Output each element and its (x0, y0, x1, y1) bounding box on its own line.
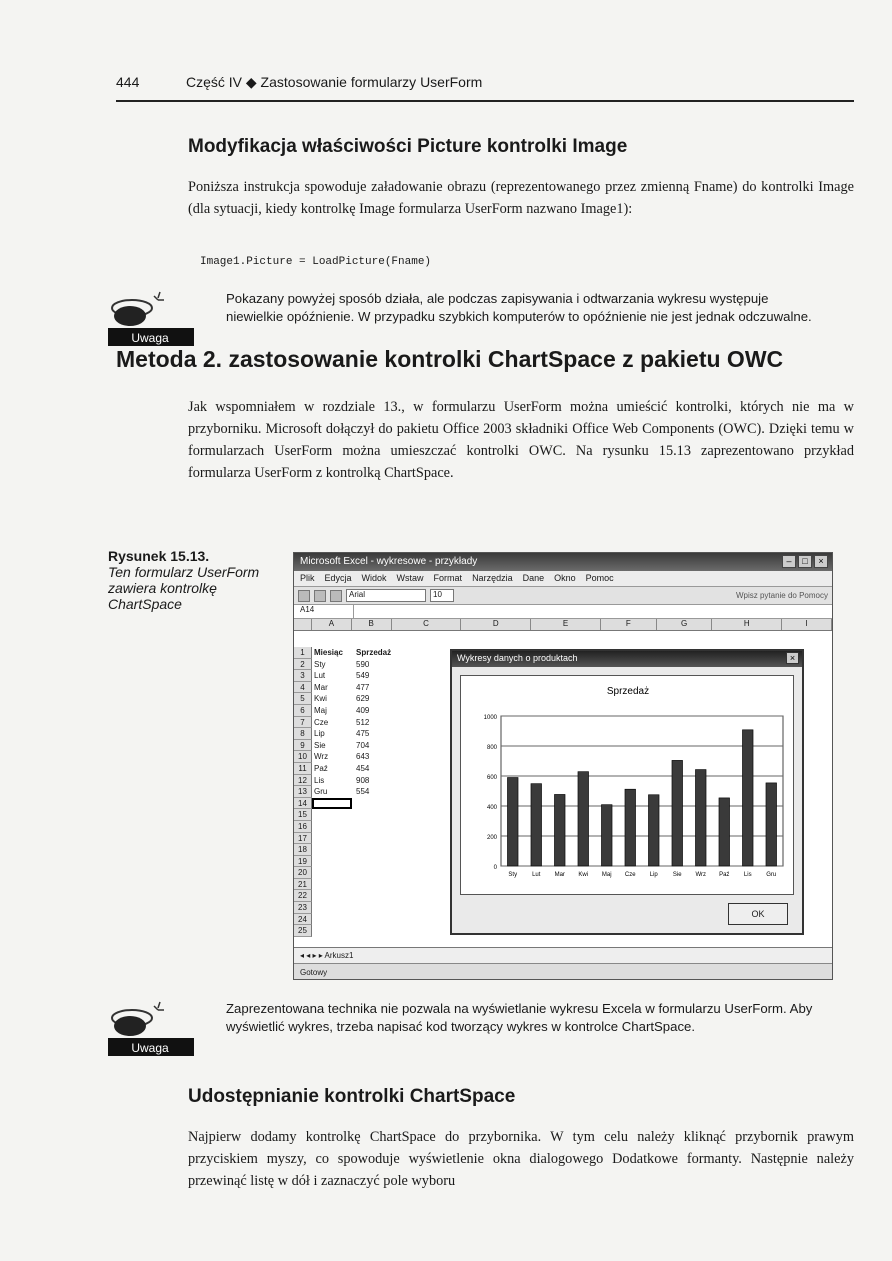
row-number: 19 (294, 856, 312, 868)
cell-a: Lip (314, 729, 325, 739)
x-tick-label: Gru (766, 872, 777, 878)
row-number: 25 (294, 925, 312, 937)
bar (766, 783, 777, 866)
column-header: D (461, 619, 531, 630)
excel-titlebar (294, 553, 832, 571)
x-tick-label: Lut (532, 872, 541, 878)
cell-a (312, 833, 352, 845)
excel-menubar (294, 571, 832, 587)
sheet-tab-arkusz1: Arkusz1 (324, 951, 354, 960)
row-number: 2 (294, 659, 312, 671)
cell-b (352, 844, 392, 856)
column-header: A (312, 619, 352, 630)
row-number: 15 (294, 809, 312, 821)
bar (672, 760, 683, 866)
userform-titlebar (452, 651, 802, 667)
row-number: 4 (294, 682, 312, 694)
cell-b: 590 (356, 659, 370, 669)
cell-b: 477 (356, 682, 370, 692)
menu-item-2: Widok (361, 573, 387, 583)
figure-label: Rysunek 15.13. (108, 548, 210, 564)
cell-a: Sie (314, 740, 326, 750)
row-number: 20 (294, 867, 312, 879)
open-icon (314, 590, 326, 602)
row-number: 16 (294, 821, 312, 833)
bar (695, 770, 706, 866)
cell-b: 409 (356, 705, 370, 715)
bar (531, 784, 542, 866)
menu-item-1: Edycja (324, 573, 352, 583)
x-tick-label: Paź (719, 872, 730, 878)
menu-item-4: Format (433, 573, 463, 583)
chart-title: Sprzedaż (606, 686, 650, 697)
menu-item-8: Pomoc (585, 573, 614, 583)
row-number: 5 (294, 693, 312, 705)
cell-b: 554 (356, 787, 370, 797)
menu-item-7: Okno (554, 573, 576, 583)
y-tick-label: 400 (486, 805, 497, 811)
x-tick-label: Sie (672, 872, 682, 878)
cell-b: 629 (356, 694, 370, 704)
excel-screenshot (293, 552, 833, 980)
cell-b: 512 (356, 717, 370, 727)
plot-area (501, 716, 783, 866)
row-number: 12 (294, 775, 312, 787)
bar (648, 795, 659, 866)
column-headers (294, 619, 832, 631)
cell-a: Mar (314, 682, 328, 692)
cell-b: Sprzedaż (356, 648, 392, 657)
y-tick-label: 600 (486, 775, 497, 781)
cell-b: 704 (356, 740, 370, 750)
userform-close-icon: × (786, 652, 799, 664)
x-tick-label: Cze (624, 872, 636, 878)
row-number: 14 (294, 798, 312, 810)
cell-a: Gru (314, 787, 328, 797)
section-heading-picture: Modyfikacja właściwości Picture kontrolki Image (188, 136, 628, 157)
cell-b: 643 (356, 752, 370, 762)
note-label: Uwaga (131, 331, 169, 345)
excel-toolbar (294, 587, 832, 605)
cell-b (352, 867, 392, 879)
x-tick-label: Sty (508, 872, 518, 878)
cell-b (352, 879, 392, 891)
paragraph-method2: Jak wspomniałem w rozdziale 13., w formularzu UserForm można umieścić kontrolki, których nie ma w przyborniku. Microsoft dołączył do pakietu Office 2003 składniki Office Web Components (OWC). Dzięki temu w formularzach UserForm można umieszczać kontrolki OWC. Na rysunku 15.13 zaprezentowano przykład formularza UserForm z kontrolką ChartSpace. (188, 399, 854, 481)
row-number: 21 (294, 879, 312, 891)
cell-b (352, 902, 392, 914)
row-number: 23 (294, 902, 312, 914)
cell-b: 549 (356, 671, 370, 681)
row-number: 8 (294, 728, 312, 740)
cell-b (352, 833, 392, 845)
cell-a: Lis (314, 775, 325, 785)
x-tick-label: Lip (649, 872, 658, 878)
userform-dialog (450, 649, 804, 935)
note-icon (104, 286, 196, 354)
cell-b (352, 798, 392, 810)
bar (578, 772, 589, 866)
menu-item-0: Plik (300, 573, 315, 583)
row-number: 3 (294, 670, 312, 682)
cell-a (312, 902, 352, 914)
note-icon-2 (104, 996, 196, 1064)
cell-a: Cze (314, 717, 329, 727)
font-size-box: 10 (430, 589, 454, 602)
cell-a (312, 879, 352, 891)
status-text: Gotowy (300, 968, 328, 977)
menu-item-5: Narzędzia (472, 573, 513, 583)
row-number: 18 (294, 844, 312, 856)
cell-a: Paź (314, 763, 328, 773)
cell-b: 454 (356, 763, 370, 773)
bar (601, 805, 612, 866)
row-number: 11 (294, 763, 312, 775)
note-label-2: Uwaga (131, 1041, 169, 1055)
sheet-tabs (294, 947, 833, 963)
paragraph-enable: Najpierw dodamy kontrolkę ChartSpace do przybornika. W tym celu należy kliknąć przybornik prawym przyciskiem myszy, co spowoduje wyświetlenie okna dialogowego Dodatkowe formanty. Następnie należy przewinąć listę w dół i zaznaczyć pole wyboru (188, 1129, 854, 1189)
y-tick-label: 0 (493, 865, 497, 871)
corner-cell (294, 619, 312, 630)
cell-b (352, 890, 392, 902)
code-line: Image1.Picture = LoadPicture(Fname) (200, 256, 432, 268)
cell-a (312, 844, 352, 856)
menu-item-3: Wstaw (396, 573, 424, 583)
figure-caption-text: Ten formularz UserForm zawiera kontrolkę ChartSpace (108, 564, 260, 612)
font-box: Arial (346, 589, 426, 602)
cell-a: Wrz (314, 752, 329, 762)
section-heading-method2: Metoda 2. zastosowanie kontrolki ChartSpace z pakietu OWC (116, 346, 784, 372)
row-number: 10 (294, 751, 312, 763)
cell-a: Kwi (314, 694, 327, 704)
note-text-2: Zaprezentowana technika nie pozwala na wyświetlanie wykresu Excela w formularzu UserForm. Aby wyświetlić wykres, trzeba napisać kod tworzący wykres w kontrolce ChartSpace. (226, 1001, 813, 1034)
status-bar (294, 963, 833, 980)
x-tick-label: Wrz (695, 872, 707, 878)
row-number: 7 (294, 717, 312, 729)
cell-ref: A14 (294, 605, 354, 618)
cell-a (312, 798, 352, 810)
chartspace-control (460, 675, 794, 895)
cell-a: Miesiąc (314, 648, 343, 657)
y-tick-label: 200 (486, 835, 497, 841)
close-icon: × (814, 555, 828, 568)
sheet-nav-icon: ◂ ◂ ▸ ▸ (300, 951, 325, 960)
cell-a: Lut (314, 671, 326, 681)
bar (507, 778, 518, 867)
bar (625, 789, 636, 866)
column-header: F (601, 619, 657, 630)
row-number: 6 (294, 705, 312, 717)
row-number: 9 (294, 740, 312, 752)
cell-b (352, 821, 392, 833)
cell-b (352, 856, 392, 868)
cell-b (352, 809, 392, 821)
cell-a (312, 914, 352, 926)
y-tick-label: 800 (486, 745, 497, 751)
excel-title: Microsoft Excel - wykresowe - przykłady (300, 556, 478, 567)
save-icon (330, 590, 342, 602)
page-number: 444 (116, 74, 140, 90)
y-tick-label: 1000 (483, 715, 497, 721)
cell-b (352, 925, 392, 937)
bar (554, 794, 565, 866)
column-header: I (782, 619, 832, 630)
maximize-icon: □ (798, 555, 812, 568)
cell-b: 475 (356, 729, 370, 739)
note-text-1: Pokazany powyżej sposób działa, ale podczas zapisywania i odtwarzania wykresu występuje niewielkie opóźnienie. W przypadku szybkich komputerów to opóźnienie nie jest jednak odczuwalne. (226, 291, 812, 324)
column-header: B (352, 619, 392, 630)
cell-a (312, 867, 352, 879)
x-tick-label: Mar (554, 872, 565, 878)
column-header: G (657, 619, 713, 630)
cell-b (352, 914, 392, 926)
row-number: 13 (294, 786, 312, 798)
running-header (116, 72, 854, 102)
formula-bar (294, 605, 832, 619)
cell-a (312, 856, 352, 868)
chart-svg (461, 676, 795, 896)
row-number: 24 (294, 914, 312, 926)
cell-a: Maj (314, 705, 327, 715)
row-number: 17 (294, 833, 312, 845)
x-tick-label: Kwi (578, 872, 589, 878)
header-title: Część IV ◆ Zastosowanie formularzy UserForm (186, 74, 483, 90)
menu-item-6: Dane (522, 573, 545, 583)
minimize-icon: – (782, 555, 796, 568)
cell-b: 908 (356, 775, 370, 785)
cell-a (312, 925, 352, 937)
new-icon (298, 590, 310, 602)
row-number: 1 (294, 647, 312, 659)
column-header: E (531, 619, 601, 630)
figure-caption (108, 548, 278, 612)
cell-a (312, 890, 352, 902)
cell-a: Sty (314, 659, 326, 669)
userform-title: Wykresy danych o produktach (457, 653, 578, 663)
cell-a (312, 821, 352, 833)
bar (742, 730, 753, 866)
cell-a (312, 809, 352, 821)
column-header: H (712, 619, 782, 630)
section-heading-enable: Udostępnianie kontrolki ChartSpace (188, 1086, 516, 1107)
bar (719, 798, 730, 866)
x-tick-label: Lis (743, 872, 752, 878)
ok-button: OK (728, 903, 788, 925)
paragraph-picture: Poniższa instrukcja spowoduje załadowanie obrazu (reprezentowanego przez zmienną Fname) do kontrolki Image (dla sytuacji, kiedy kontrolkę Image formularza UserForm nazwano Image1): (188, 179, 854, 217)
column-header: C (392, 619, 462, 630)
row-number: 22 (294, 890, 312, 902)
x-tick-label: Maj (601, 872, 612, 878)
help-box: Wpisz pytanie do Pomocy (735, 591, 828, 600)
